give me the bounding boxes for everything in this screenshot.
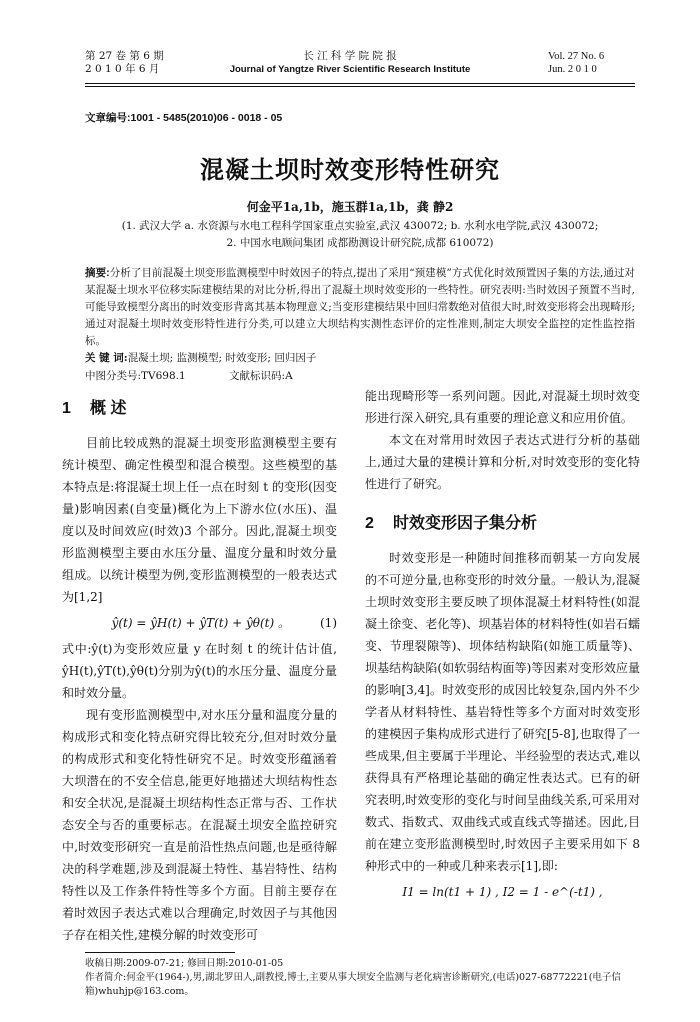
equation-1-number: (1) (320, 616, 337, 630)
affiliations (100, 218, 620, 252)
section-2-title: 时效变形因子集分析 (393, 515, 538, 532)
footnote-received: 收稿日期:2009-07-21; 修回日期:2010-01-05 (85, 958, 284, 969)
left-paragraph-3: 现有变形监测模型中,对水压分量和温度分量的构成形式和变化特点研究得比较充分,但对时效分量的构成形式和变化特性研究不足。时效变形蕴涵着大坝潜在的不安全信息,能更好地描述大坝结构性态和安全状况,是混凝土坝结构性态正常与否、工作状态安全与否的重要标志。在混凝土坝安全监控研究中,时效变形研究一直是前沿性热点问题,也是亟待解决的科学难题,涉及到混凝土特性、基岩特性、结构特性以及工作条件特性等多个方面。目前主要存在着时效因子表达式难以合理确定,时效因子与其他因子存在相关性,建模分解的时效变形可 (62, 708, 337, 942)
header-rule-thin (85, 86, 635, 87)
document-code: 文献标识码:A (229, 370, 293, 382)
section-2-number: 2 (365, 515, 374, 532)
authors: 何金平1a,1b，施玉群1a,1b，龚 静2 (246, 200, 454, 214)
left-paragraph-2: 式中:ŷ(t)为变形效应量 y 在时刻 t 的统计估计值, ŷH(t),ŷT(t),ŷθ(t)分别为ŷ(t)的水压分量、温度分量和时效分量。 (62, 642, 337, 700)
header-rule (85, 83, 635, 84)
paper-title: 混凝土坝时效变形特性研究 (200, 155, 500, 184)
header-journal (200, 50, 500, 76)
right-paragraph-2: 本文在对常用时效因子表达式进行分析的基础上,通过大量的建模计算和分析,对时效变形的变化特性进行了研究。 (365, 433, 640, 491)
section-1-title: 概 述 (90, 400, 127, 417)
section-1-heading (62, 398, 337, 420)
affiliation-2: 2. 中国水电顾问集团 成都勘测设计研究院,成都 610072) (226, 237, 494, 249)
footnote-rule (85, 952, 235, 953)
abstract-text: 分析了目前混凝土坝变形监测模型中时效因子的特点,提出了采用“预建模”方式优化时效预置因子集的方法,通过对某混凝土坝水平位移实际建模结果的对比分析,得出了混凝土坝时效变形的一些特性。研究表明:当时效因子预置不当时,可能导致模型分离出的时效变形背离其基本物理意义;当变形建模结果中回归常数绝对值很大时,时效变形将会出现畸形;通过对混凝土坝时效变形特性进行分类,可以建立大坝结构实测性态评价的定性准则,制定大坝安全监控的定性监控指标。 (85, 267, 635, 347)
volume-issue-en: Vol. 27 No. 6 (548, 51, 605, 62)
header-volume-cn (85, 50, 164, 76)
section-2-heading (365, 513, 640, 535)
header-volume-en (548, 50, 604, 76)
equation-1 (62, 612, 337, 634)
keywords-text: 混凝土坝; 监测模型; 时效变形; 回归因子 (127, 352, 317, 364)
date-cn: 2 0 1 0 年 6 月 (85, 63, 160, 75)
footnote-author-bio: 作者简介:何金平(1964-),男,湖北罗田人,副教授,博士,主要从事大坝安全监测与老化病害诊断研究,(电话)027-68772221(电子信箱)whuhjp@163.com。 (85, 972, 621, 997)
section-1-number: 1 (62, 400, 71, 417)
right-paragraph-1: 能出现畸形等一系列问题。因此,对混凝土坝时效变形进行深入研究,具有重要的理论意义和应用价值。 (365, 389, 640, 425)
equation-2: I1 = ln(t1 + 1) , I2 = 1 - e^(-t1) , (402, 885, 603, 899)
right-column (365, 385, 640, 907)
volume-issue-cn: 第 27 卷 第 6 期 (85, 50, 164, 62)
left-paragraph-1: 目前比较成熟的混凝土坝变形监测模型主要有统计模型、确定性模型和混合模型。这些模型的基本特点是:将混凝土坝上任一点在时刻 t 的变形(因变量)影响因素(自变量)概化为上下游水位(水压)、温度以及时间效应(时效)3 个部分。因此,混凝土坝变形监测模型主要由水压分量、温度分量和时效分量组成。以统计模型为例,变形监测模型的一般表达式为[1,2] (62, 436, 337, 604)
abstract (85, 265, 635, 350)
date-en: Jun. 2 0 1 0 (548, 64, 597, 75)
left-column (62, 380, 337, 946)
keywords (85, 350, 316, 365)
journal-name-en: Journal of Yangtze River Scientific Research Institute (229, 64, 471, 75)
keywords-label: 关 键 词: (85, 352, 128, 364)
right-paragraph-3: 时效变形是一种随时间推移而朝某一方向发展的不可逆分量,也称变形的时效分量。一般认为,混凝土坝时效变形主要反映了坝体混凝土材料特性(如混凝土徐变、老化等)、坝基岩体的材料特性(如岩石蠕变、节理裂隙等)、坝体结构缺陷(如施工质量等)、坝基结构缺陷(如软弱结构面等)等因素对变形效应量的影响[3,4]。时效变形的成因比较复杂,国内外不少学者从材料特性、基岩特性等多个方面对时效变形的建模因子集构成形式进行了研究[5-8],也取得了一些成果,但主要属于半理论、半经验型的表达式,难以获得具有严格理论基础的确定性表达式。已有的研究表明,时效变形的变化与时间呈曲线关系,可采用对数式、指数式、双曲线式或直线式等描述。因此,目前在建立变形监测模型时,时效因子主要采用如下 8 种形式中的一种或几种来表示[1],即: (365, 551, 640, 873)
journal-name-cn: 长 江 科 学 院 院 报 (303, 50, 397, 62)
equation-1-body: ŷ(t) = ŷH(t) + ŷT(t) + ŷθ(t) 。 (111, 616, 290, 630)
abstract-label: 摘要: (85, 267, 110, 279)
clc-number: 中图分类号:TV698.1 (85, 370, 186, 382)
affiliation-1: (1. 武汉大学 a. 水资源与水电工程科学国家重点实验室,武汉 430072; b. 水利水电学院,武汉 430072; (121, 220, 599, 232)
footnote (85, 957, 645, 999)
article-number: 文章编号:1001 - 5485(2010)06 - 0018 - 05 (85, 112, 283, 124)
